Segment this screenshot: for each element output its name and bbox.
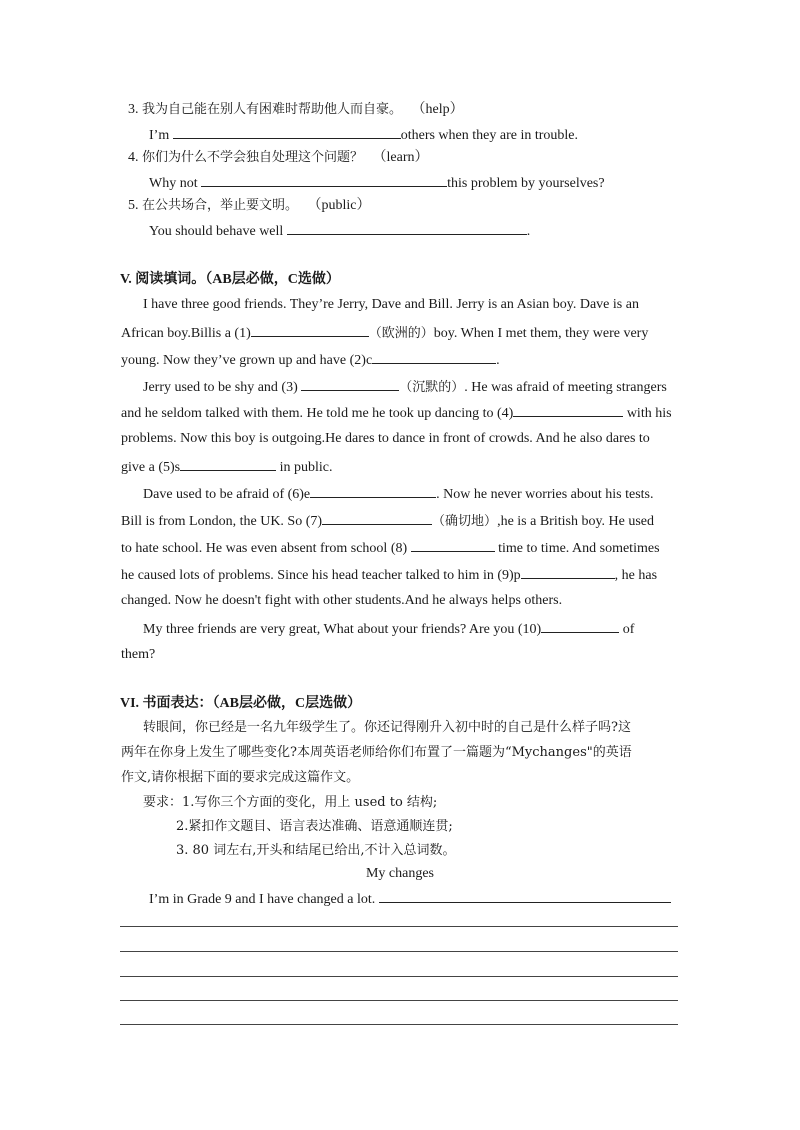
- prompt-line: 作文,请你根据下面的要求完成这篇作文。: [121, 770, 360, 785]
- passage-line: give a (5)s in public.: [121, 456, 332, 478]
- prompt-line: 两年在你身上发生了哪些变化?本周英语老师给你们布置了一篇题为“Mychanges"的英语: [121, 745, 632, 760]
- passage-line: changed. Now he doesn't fight with other students.And he always helps others.: [121, 593, 563, 608]
- writing-line[interactable]: [120, 926, 678, 927]
- passage-line: African boy.Billis a (1) （欧洲的）boy. When I met them, they were very: [121, 322, 648, 344]
- item-5-chinese: 5. 在公共场合，举止要文明。 （public）: [128, 198, 371, 213]
- passage-line: My three friends are very great, What about your friends? Are you (10) of: [143, 618, 634, 640]
- answer-blank-5[interactable]: [180, 456, 276, 471]
- answer-blank-1[interactable]: [251, 322, 369, 337]
- essay-title: My changes: [365, 866, 435, 881]
- passage-line: Bill is from London, the UK. So (7) （确切地）,he is a British boy. He used: [121, 510, 654, 532]
- item-3-english: I’m others when they are in trouble.: [149, 124, 578, 146]
- item-4-chinese: 4. 你们为什么不学会独自处理这个问题？ （learn）: [128, 150, 429, 165]
- writing-line[interactable]: [120, 951, 678, 952]
- requirement-2: 2.紧扣作文题目、语言表达准确、语意通顺连贯;: [176, 819, 453, 834]
- passage-line: to hate school. He was even absent from school (8) time to time. And sometimes: [121, 537, 660, 559]
- requirement-3: 3. 80 词左右,开头和结尾已给出,不计入总词数。: [176, 843, 456, 858]
- answer-blank-3[interactable]: [301, 376, 399, 391]
- passage-line: and he seldom talked with them. He told me he took up dancing to (4) with his: [121, 402, 672, 424]
- section-6-heading: VI. 书面表达：（AB层必做，C层选做）: [120, 696, 362, 711]
- answer-blank-2[interactable]: [372, 349, 496, 364]
- answer-blank-6[interactable]: [310, 483, 436, 498]
- prompt-line: 转眼间，你已经是一名九年级学生了。你还记得刚升入初中时的自己是什么样子吗?这: [143, 720, 631, 735]
- answer-blank-4[interactable]: [513, 402, 623, 417]
- item-5-english: You should behave well .: [149, 220, 530, 242]
- passage-line: Jerry used to be shy and (3) （沉默的）. He was afraid of meeting strangers: [143, 376, 667, 398]
- passage-line: young. Now they’ve grown up and have (2)c .: [121, 349, 500, 371]
- item-3-chinese: 3. 我为自己能在别人有困难时帮助他人而自豪。 （help）: [128, 102, 464, 117]
- essay-blank[interactable]: [379, 888, 671, 903]
- answer-blank-9[interactable]: [521, 564, 615, 579]
- writing-line[interactable]: [120, 1000, 678, 1001]
- writing-line[interactable]: [120, 1024, 678, 1025]
- passage-line: I have three good friends. They’re Jerry, Dave and Bill. Jerry is an Asian boy. Dave is an: [143, 297, 639, 312]
- writing-line[interactable]: [120, 976, 678, 977]
- requirement-1: 要求：1.写你三个方面的变化，用上 used to 结构;: [143, 795, 438, 810]
- answer-blank-10[interactable]: [541, 618, 619, 633]
- passage-line: problems. Now this boy is outgoing.He dares to dance in front of crowds. And he also dares to: [121, 431, 650, 446]
- answer-blank-8[interactable]: [411, 537, 495, 552]
- answer-blank[interactable]: [173, 124, 401, 139]
- answer-blank-7[interactable]: [322, 510, 432, 525]
- answer-blank[interactable]: [287, 220, 527, 235]
- item-4-english: Why not this problem by yourselves?: [149, 172, 605, 194]
- passage-line: he caused lots of problems. Since his head teacher talked to him in (9)p , he has: [121, 564, 657, 586]
- passage-line: Dave used to be afraid of (6)e . Now he never worries about his tests.: [143, 483, 654, 505]
- essay-first-line: I’m in Grade 9 and I have changed a lot.: [149, 888, 671, 910]
- section-5-heading: V. 阅读填词。（AB层必做，C选做）: [120, 272, 340, 287]
- answer-blank[interactable]: [201, 172, 447, 187]
- passage-line: them?: [121, 647, 156, 662]
